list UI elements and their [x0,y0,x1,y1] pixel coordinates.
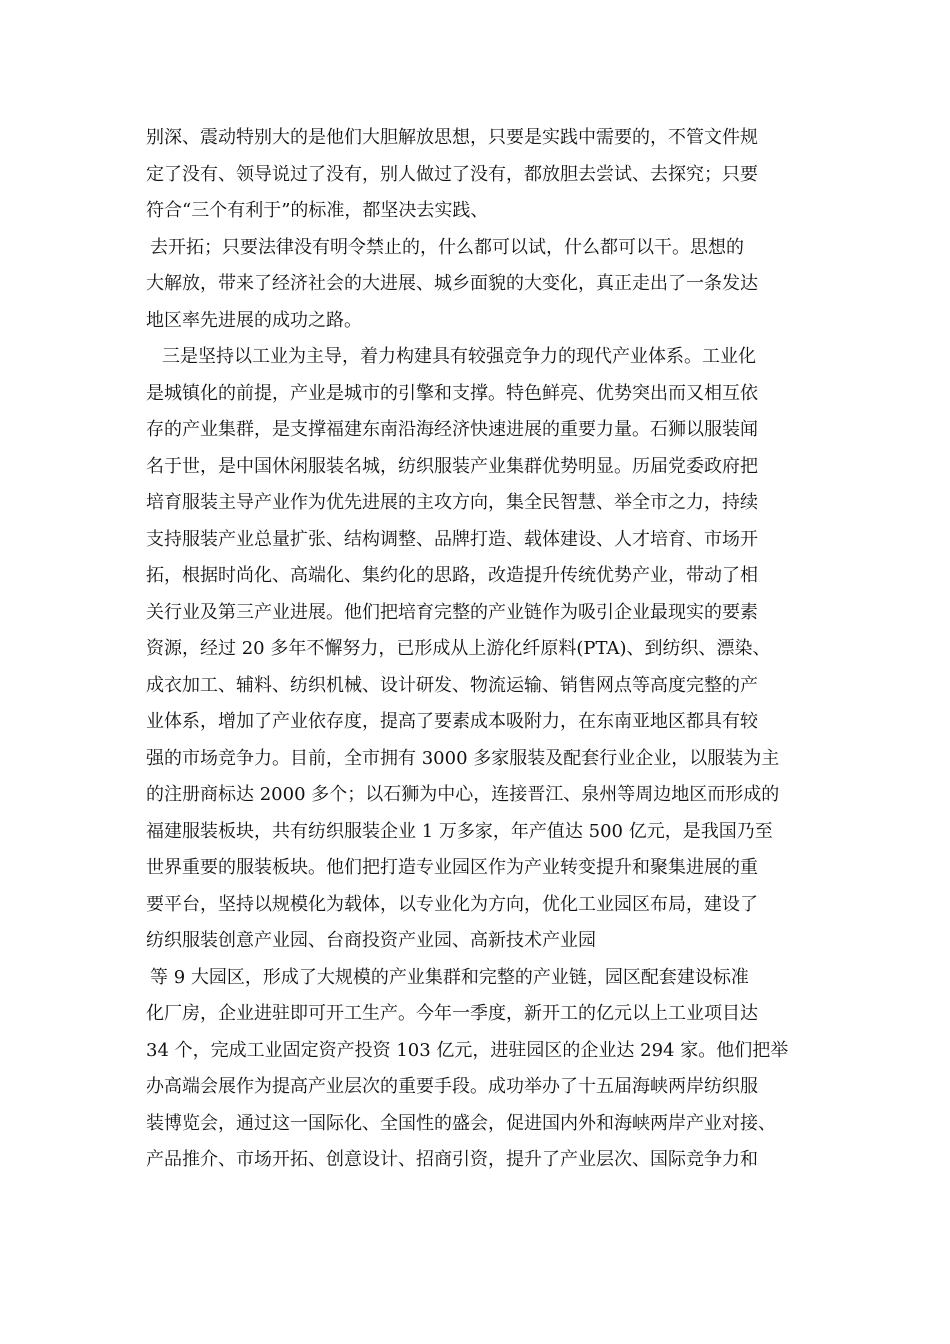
text-line: 装博览会，通过这一国际化、全国性的盛会，促进国内外和海峡两岸产业对接、 [146,1112,776,1134]
text-line: 成衣加工、辅料、纺织机械、设计研发、物流运输、销售网点等高度完整的产 [146,674,758,696]
text-line: 地区率先进展的成功之路。 [146,309,362,331]
text-line: 纺织服装创意产业园、台商投资产业园、高新技术产业园 [146,930,596,951]
text-line: 等 9 大园区，形成了大规模的产业集群和完整的产业链，园区配套建设标准 [150,966,749,988]
text-line: 要平台，坚持以规模化为载体，以专业化为方向，优化工业园区布局，建设了 [146,893,758,915]
text-line: 是城镇化的前提，产业是城市的引擎和支撑。特色鲜亮、优势突出而又相互依 [146,382,758,404]
text-line: 培育服装主导产业作为优先进展的主攻方向，集全民智慧、举全市之力，持续 [146,492,758,513]
text-line: 化厂房，企业进驻即可开工生产。今年一季度，新开工的亿元以上工业项目达 [146,1003,758,1024]
text-line: 支持服装产业总量扩张、结构调整、品牌打造、载体建设、人才培育、市场开 [146,528,758,550]
text-line: 大解放，带来了经济社会的大进展、城乡面貌的大变化，真正走出了一条发达 [146,273,758,294]
text-line: 世界重要的服装板块。他们把打造专业园区作为产业转变提升和聚集进展的重 [146,857,758,878]
text-line: 办高端会展作为提高产业层次的重要手段。成功举办了十五届海峡两岸纺织服 [146,1076,758,1097]
text-line: 存的产业集群，是支撑福建东南沿海经济快速进展的重要力量。石狮以服装闻 [146,419,758,440]
text-line: 定了没有、领导说过了没有，别人做过了没有，都放胆去尝试、去探究；只要 [146,163,758,185]
text-line: 别深、震动特别大的是他们大胆解放思想，只要是实践中需要的，不管文件规 [146,127,758,148]
body-text [146,120,806,1179]
text-line: 拓，根据时尚化、高端化、集约化的思路，改造提升传统优势产业，带动了相 [146,565,758,586]
text-line: 的注册商标达 2000 多个；以石狮为中心，连接晋江、泉州等周边地区而形成的 [146,784,780,805]
text-line: 符合“三个有利于”的标准，都坚决去实践、 [146,200,489,221]
text-line: 34 个，完成工业固定资产投资 103 亿元，进驻园区的企业达 294 家。他们把举 [146,1039,789,1061]
text-line: 强的市场竞争力。目前，全市拥有 3000 多家服装及配套行业企业，以服装为主 [146,747,780,769]
text-line: 去开拓；只要法律没有明令禁止的，什么都可以试，什么都可以干。思想的 [150,236,744,258]
text-line: 产品推介、市场开拓、创意设计、招商引资，提升了产业层次、国际竞争力和 [146,1149,758,1170]
text-line: 福建服装板块，共有纺织服装企业 1 万多家，年产值达 500 亿元，是我国乃至 [146,820,773,842]
text-line: 资源，经过 20 多年不懈努力，已形成从上游化纤原料(PTA)、到纺织、漂染、 [146,638,771,659]
paragraph-start-line: 三是坚持以工业为主导，着力构建具有较强竞争力的现代产业体系。工业化 [162,346,756,367]
text-line: 关行业及第三产业进展。他们把培育完整的产业链作为吸引企业最现实的要素 [146,601,758,623]
text-line: 业体系，增加了产业依存度，提高了要素成本吸附力，在东南亚地区都具有较 [146,711,758,732]
text-line: 名于世，是中国休闲服装名城，纺织服装产业集群优势明显。历届党委政府把 [146,455,758,477]
